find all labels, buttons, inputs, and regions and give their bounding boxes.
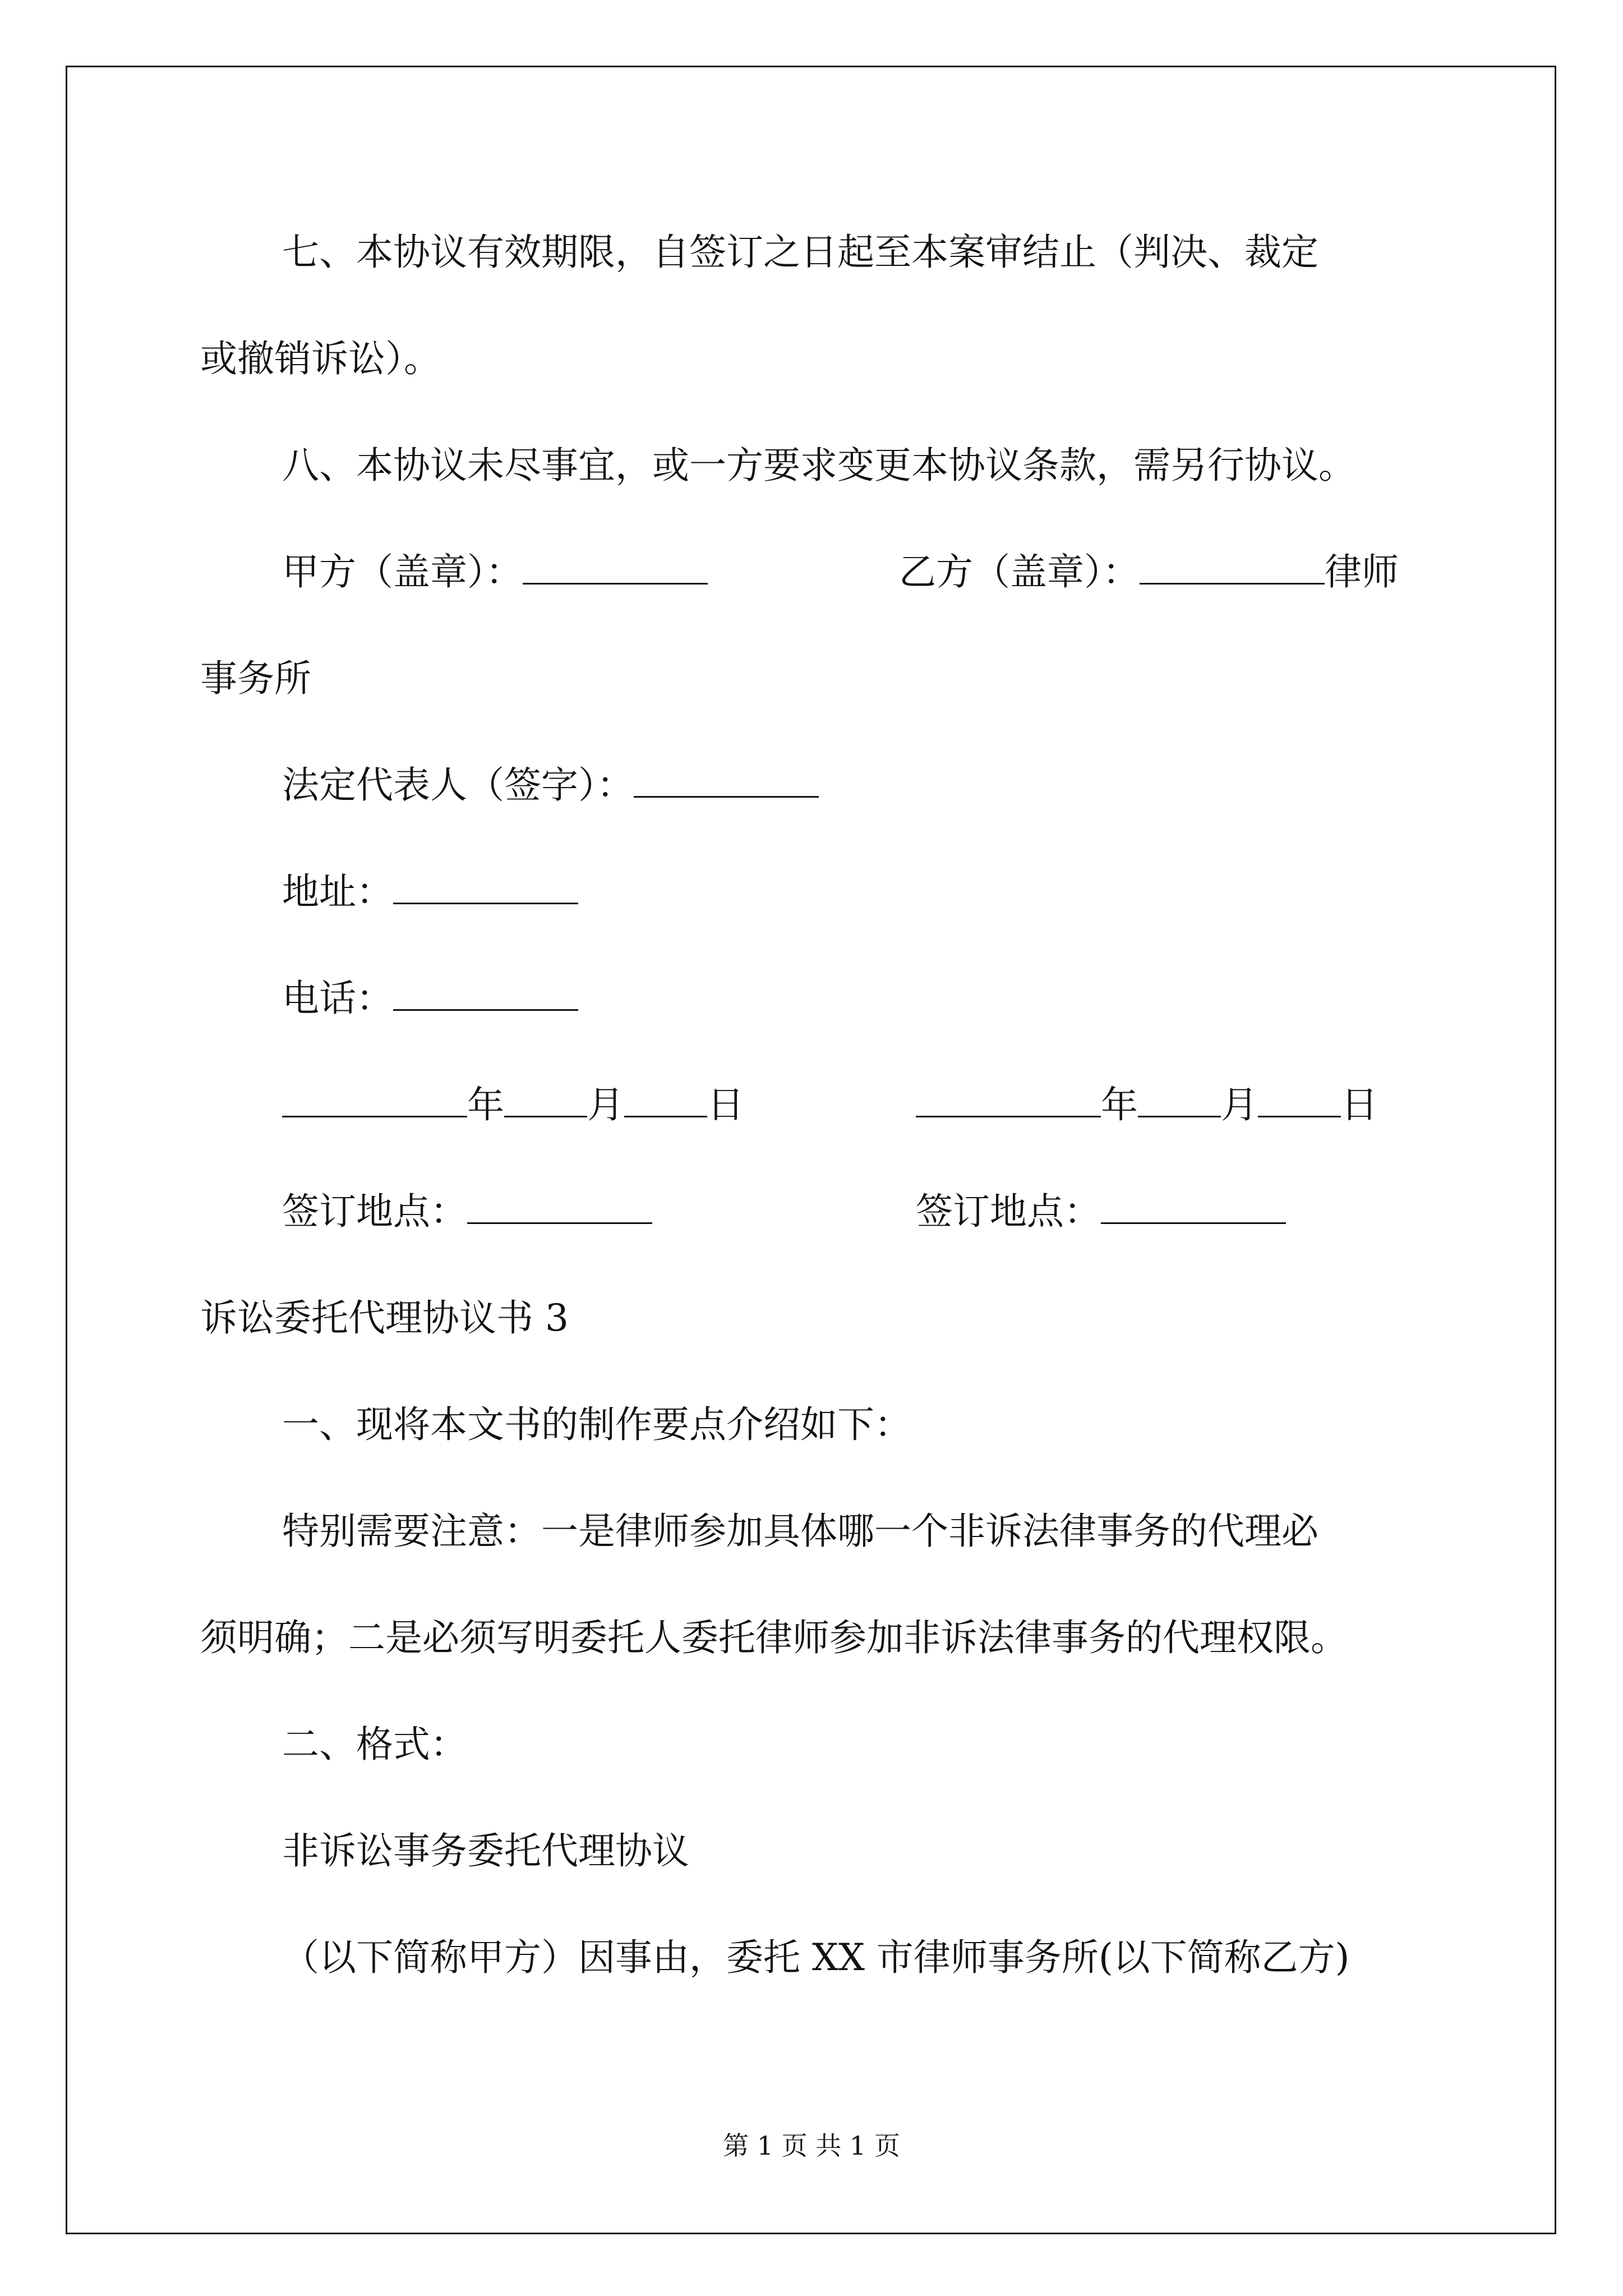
year-label: 年: [1101, 1083, 1138, 1126]
year-label: 年: [467, 1083, 504, 1126]
sign-place-row-party-a: [282, 1189, 652, 1234]
party-b-seal-row: [899, 550, 1399, 595]
clause-8: 八、本协议未尽事宜，或一方要求变更本协议条款，需另行协议。: [282, 444, 1355, 487]
day-label: 日: [707, 1083, 744, 1126]
address-label: 地址：: [282, 870, 393, 913]
note-line-1: 特别需要注意：一是律师参加具体哪一个非诉法律事务的代理必: [282, 1510, 1318, 1553]
party-a-seal-blank: [523, 550, 708, 585]
agreement-first-line: （以下简称甲方）因事由，委托 XX 市律师事务所(以下简称乙方): [282, 1936, 1350, 1979]
day-blank: [1258, 1083, 1341, 1117]
note-line-2: 须明确；二是必须写明委托人委托律师参加非诉法律事务的代理权限。: [200, 1616, 1348, 1659]
party-a-seal-label: 甲方（盖章）：: [282, 550, 523, 593]
month-label: 月: [1221, 1083, 1258, 1126]
section-title: 诉讼委托代理协议书 3: [200, 1296, 569, 1340]
law-firm-line-2: 事务所: [200, 657, 311, 700]
date-row-party-a: [282, 1083, 744, 1128]
agreement-title: 非诉讼事务委托代理协议: [282, 1829, 689, 1872]
party-b-seal-label: 乙方（盖章）：: [899, 550, 1140, 593]
phone-label: 电话：: [282, 977, 393, 1020]
intro-heading: 一、现将本文书的制作要点介绍如下：: [282, 1403, 911, 1446]
year-blank: [282, 1083, 467, 1117]
address-row: [282, 869, 578, 914]
legal-rep-row: [282, 763, 819, 808]
month-label: 月: [587, 1083, 624, 1126]
sign-place-blank: [1101, 1190, 1286, 1224]
format-heading: 二、格式：: [282, 1723, 467, 1766]
sign-place-label: 签订地点：: [916, 1190, 1101, 1233]
sign-place-blank: [467, 1190, 652, 1224]
day-blank: [624, 1083, 707, 1117]
law-firm-suffix: 律师: [1325, 550, 1399, 593]
month-blank: [504, 1083, 587, 1117]
legal-rep-blank: [634, 763, 819, 798]
party-a-seal-row: [282, 550, 708, 595]
page-border: [66, 66, 1556, 2234]
phone-blank: [393, 977, 578, 1011]
phone-row: [282, 976, 578, 1021]
address-blank: [393, 870, 578, 904]
sign-place-row-party-b: [916, 1189, 1286, 1234]
sign-place-label: 签订地点：: [282, 1190, 467, 1233]
legal-rep-label: 法定代表人（签字）：: [282, 763, 634, 807]
year-blank: [916, 1083, 1101, 1117]
clause-7-line-1: 七、本协议有效期限，自签订之日起至本案审结止（判决、裁定: [282, 231, 1318, 274]
day-label: 日: [1341, 1083, 1378, 1126]
month-blank: [1138, 1083, 1221, 1117]
date-row-party-b: [916, 1083, 1378, 1128]
party-b-seal-blank: [1140, 550, 1325, 585]
page-footer: 第 1 页 共 1 页: [723, 2131, 900, 2161]
clause-7-line-2: 或撤销诉讼）。: [200, 337, 441, 380]
